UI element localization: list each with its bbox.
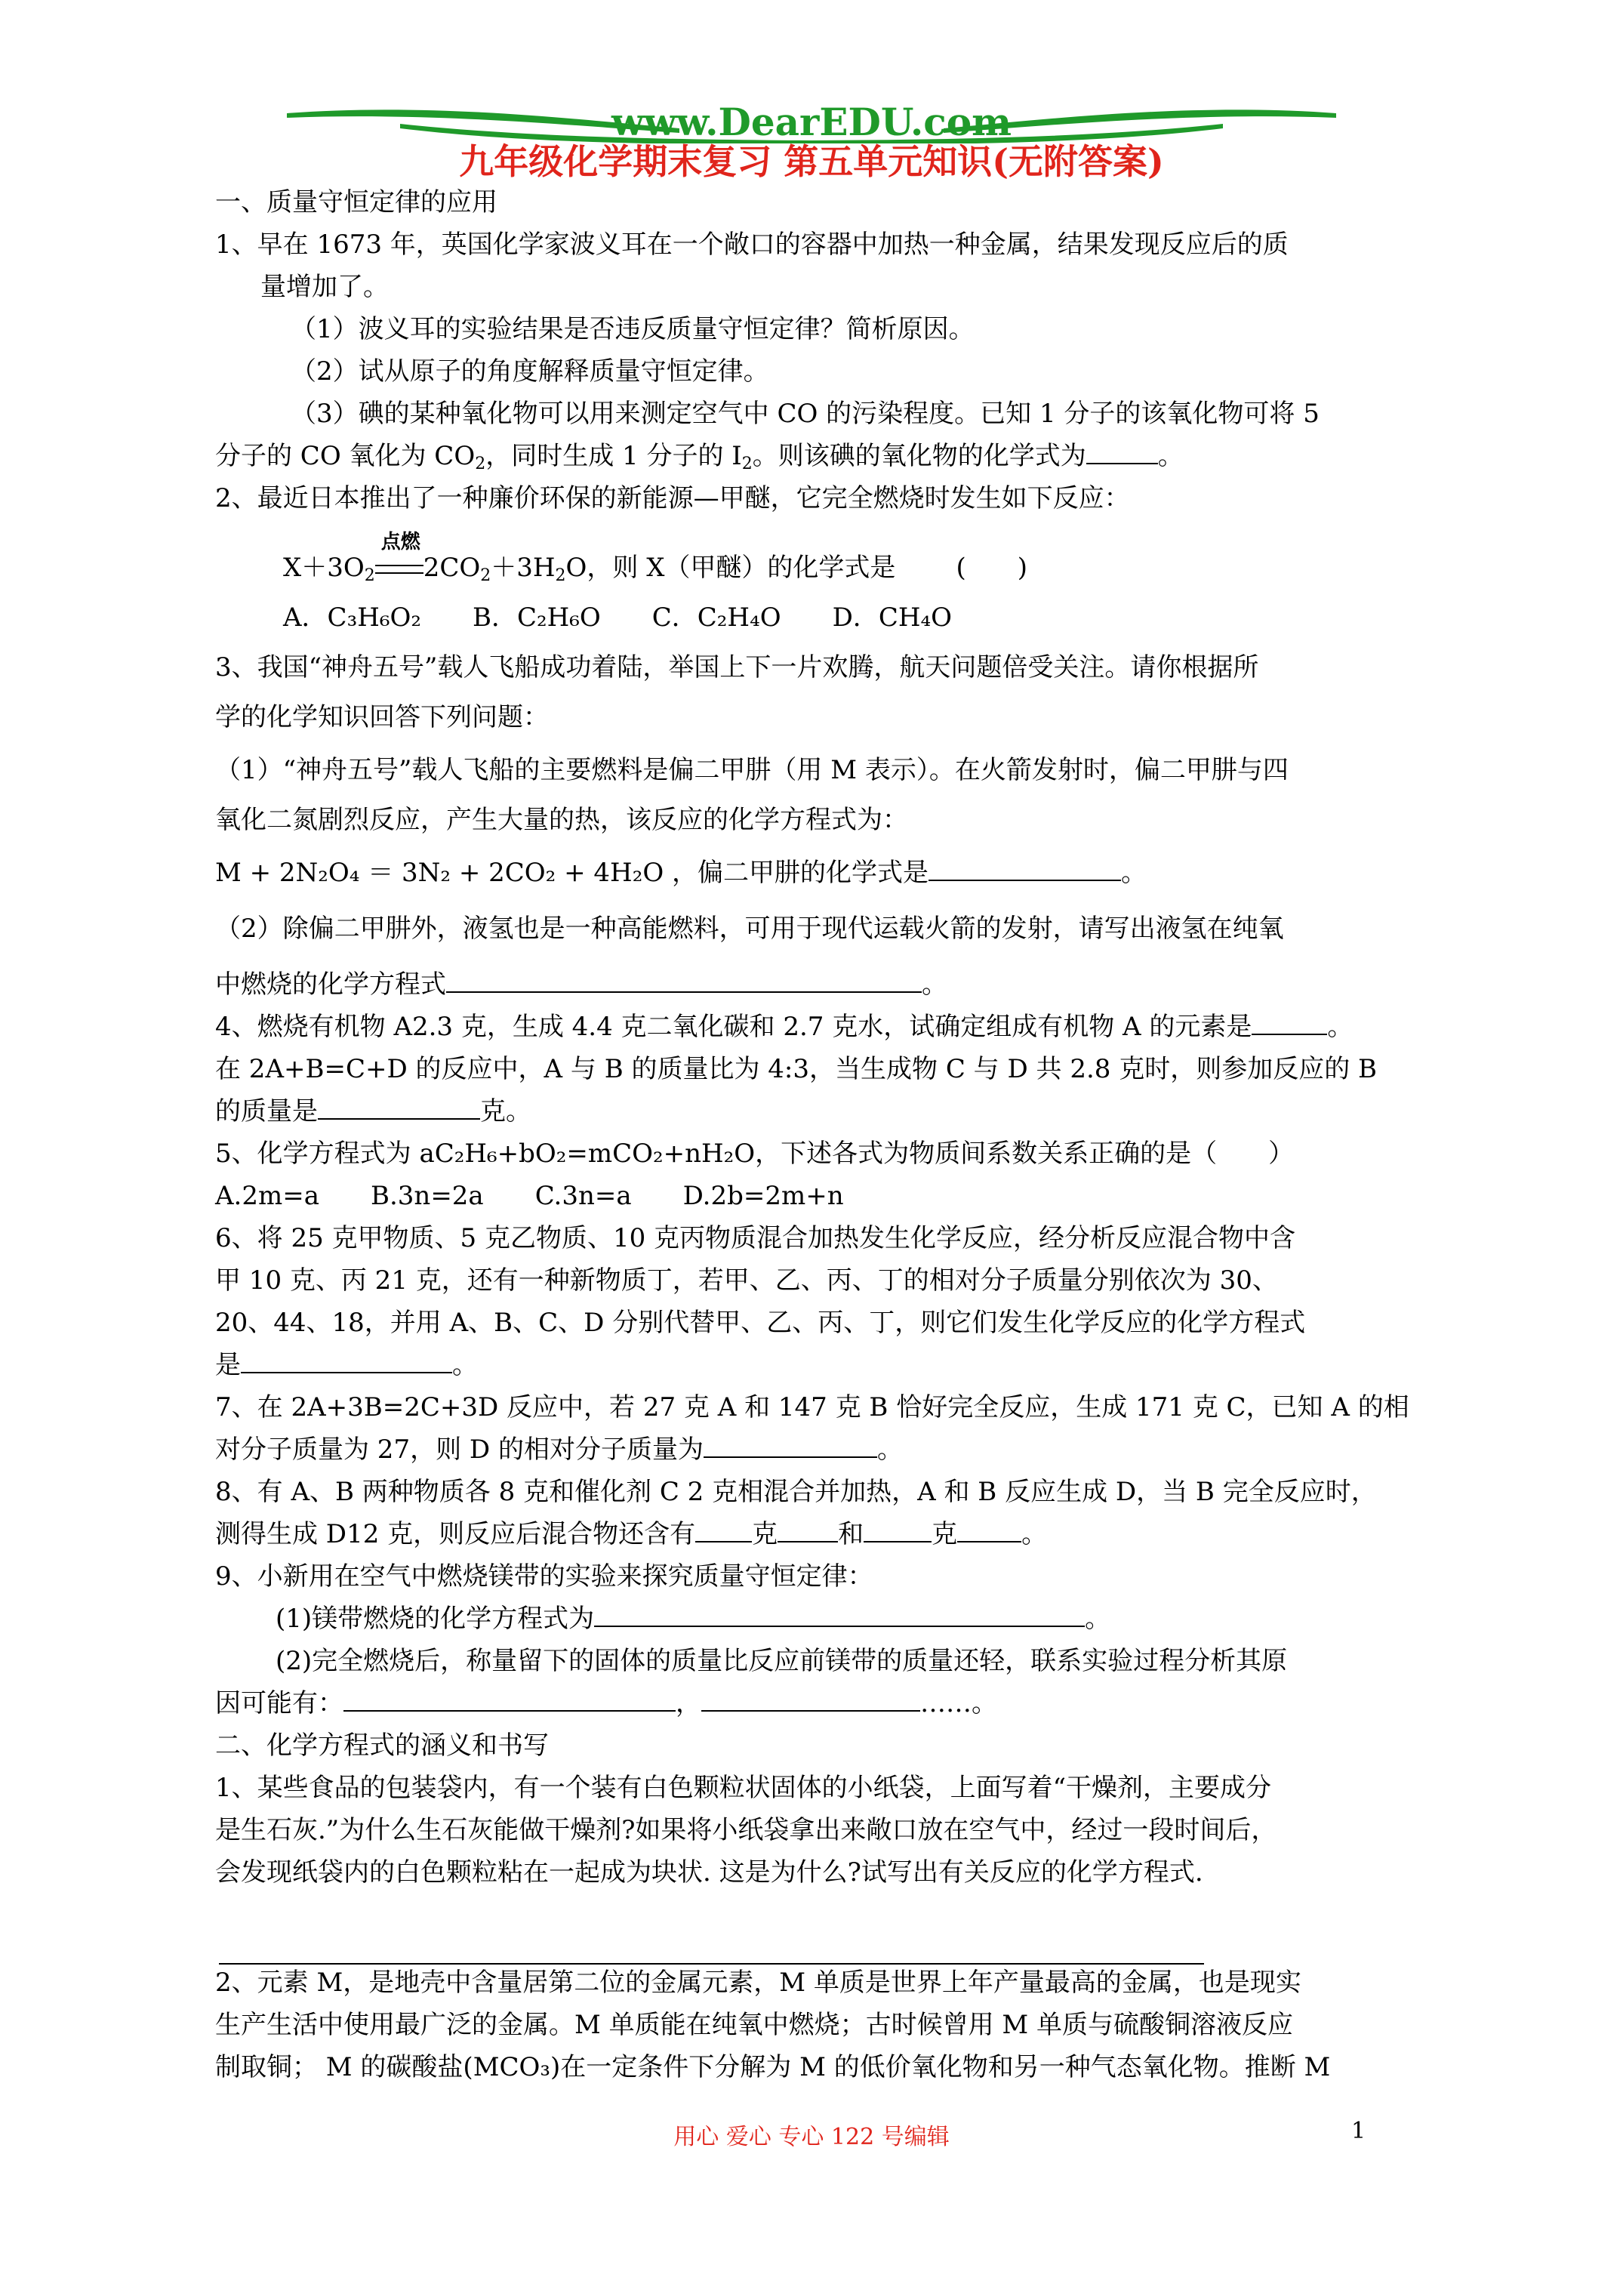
question-9-part-1: (1)镁带燃烧的化学方程式为 。 bbox=[215, 1598, 1423, 1640]
question-2-equation: $X+3O_2$ 点燃 $2CO_2+3H_2O$，则 X（甲醚）的化学式是 ( ) bbox=[215, 547, 1423, 589]
question-3-part-2: （2）除偏二甲肼外，液氢也是一种高能燃料，可用于现代运载火箭的发射，请写出液氢在纯氧 bbox=[215, 914, 1284, 944]
answer-blank[interactable] bbox=[241, 1345, 452, 1373]
question-6-text-end: 是 。 bbox=[215, 1344, 1423, 1386]
question-1-part-3-cont: 分子的 CO 氧化为 $CO_2$，同时生成 1 分子的 $I_2$。则该碘的氧化物的化学式为 。 bbox=[215, 435, 1423, 477]
answer-blank[interactable] bbox=[1252, 1006, 1327, 1035]
equals-arrow-icon bbox=[375, 565, 423, 574]
question-r2-text-cont: 生产生活中使用最广泛的金属。M 单质能在纯氧中燃烧；古时候曾用 M 单质与硫酸铜溶液反应 bbox=[215, 2010, 1294, 2040]
question-r2-text-cont2: 制取铜； M 的碳酸盐(MCO₃)在一定条件下分解为 M 的低价氧化物和另一种气态氧化物。推断 M bbox=[215, 2052, 1331, 2082]
question-4-text-end: 的质量是 克。 bbox=[215, 1090, 1423, 1133]
answer-blank[interactable] bbox=[778, 1514, 838, 1542]
question-7-text: 7、在 2A+3B=2C+3D 反应中，若 27 克 A 和 147 克 B 恰好完全反应，生成 171 克 C，已知 A 的相 bbox=[215, 1392, 1409, 1422]
section-heading-2: 二、化学方程式的涵义和书写 bbox=[215, 1730, 549, 1761]
answer-blank[interactable] bbox=[1086, 436, 1158, 464]
answer-parenthesis[interactable]: ( ) bbox=[956, 553, 1027, 583]
question-2-text: 2、最近日本推出了一种廉价环保的新能源—甲醚，它完全燃烧时发生如下反应： bbox=[215, 483, 1130, 513]
answer-blank[interactable] bbox=[957, 1514, 1021, 1542]
question-1-text-cont: 量增加了。 bbox=[260, 272, 389, 302]
question-r1-text-cont: 是生石灰.”为什么生石灰能做干燥剂?如果将小纸袋拿出来敞口放在空气中，经过一段时间后， bbox=[215, 1815, 1277, 1845]
question-r2-text: 2、元素 M，是地壳中含量居第二位的金属元素，M 单质是世界上年产量最高的金属，也是现实 bbox=[215, 1968, 1301, 1998]
section-heading-1: 一、质量守恒定律的应用 bbox=[215, 187, 497, 217]
question-1-text: 1、早在 1673 年，英国化学家波义耳在一个敞口的容器中加热一种金属，结果发现反应后的质 bbox=[215, 230, 1289, 260]
question-r1-text-end: 会发现纸袋内的白色颗粒粘在一起成为块状. 这是为什么?试写出有关反应的化学方程式. bbox=[215, 1857, 1203, 1888]
answer-blank[interactable] bbox=[594, 1598, 1085, 1627]
question-3-part-2-cont: 中燃烧的化学方程式 。 bbox=[215, 963, 1423, 1006]
question-1-part-3: （3）碘的某种氧化物可以用来测定空气中 CO 的污染程度。已知 1 分子的该氧化物可将 5 bbox=[291, 399, 1320, 429]
answer-blank[interactable] bbox=[343, 1683, 676, 1712]
question-7-text-cont: 对分子质量为 27，则 D 的相对分子质量为 。 bbox=[215, 1428, 1423, 1471]
answer-blank[interactable] bbox=[929, 852, 1121, 881]
question-2-options: A．C₃H₆O₂ B．C₂H₆O C．C₂H₄O D．CH₄O bbox=[283, 603, 953, 633]
question-6-text-cont2: 20、44、18，并用 A、B、C、D 分别代替甲、乙、丙、丁，则它们发生化学反应的化学方程式 bbox=[215, 1308, 1306, 1338]
answer-blank[interactable] bbox=[446, 964, 922, 993]
page-title: 九年级化学期末复习 第五单元知识(无附答案) bbox=[459, 141, 1164, 182]
reaction-condition: 点燃 bbox=[380, 531, 420, 553]
question-8-text: 8、有 A、B 两种物质各 8 克和催化剂 C 2 克相混合并加热，A 和 B 反应生成 D，当 B 完全反应时， bbox=[215, 1477, 1377, 1507]
answer-blank[interactable] bbox=[864, 1514, 932, 1542]
site-url: www.DearEDU.com bbox=[611, 100, 1012, 144]
answer-blank[interactable] bbox=[318, 1091, 480, 1120]
page-number: 1 bbox=[1351, 2118, 1366, 2144]
question-3-text: 3、我国“神舟五号”载人飞船成功着陆，举国上下一片欢腾，航天问题倍受关注。请你根据所 bbox=[215, 652, 1259, 683]
question-5-options: A.2m=a B.3n=2a C.3n=a D.2b=2m+n bbox=[215, 1181, 844, 1211]
question-8-text-cont: 测得生成 D12 克，则反应后混合物还含有 克 和 克 。 bbox=[215, 1513, 1423, 1555]
question-4-text: 4、燃烧有机物 A2.3 克，生成 4.4 克二氧化碳和 2.7 克水，试确定组成有机物 A 的元素是 。 bbox=[215, 1006, 1423, 1048]
question-1-part-1: （1）波义耳的实验结果是否违反质量守恒定律？简析原因。 bbox=[291, 314, 975, 344]
question-3-text-cont: 学的化学知识回答下列问题： bbox=[215, 702, 549, 732]
question-1-part-2: （2）试从原子的角度解释质量守恒定律。 bbox=[291, 356, 769, 387]
page-footer: 用心 爱心 专心 122 号编辑 bbox=[673, 2124, 950, 2150]
document-body bbox=[215, 181, 1423, 2088]
question-9-text: 9、小新用在空气中燃烧镁带的实验来探究质量守恒定律： bbox=[215, 1561, 873, 1592]
question-3-equation: M + 2N₂O₄ ＝ 3N₂ + 2CO₂ + 4H₂O ，偏二甲肼的化学式是 。 bbox=[215, 852, 1423, 894]
question-4-text-cont: 在 2A+B=C+D 的反应中，A 与 B 的质量比为 4:3，当生成物 C 与 D 共 2.8 克时，则参加反应的 B bbox=[215, 1054, 1377, 1084]
question-3-part-1: （1）“神舟五号”载人飞船的主要燃料是偏二甲肼（用 M 表示）。在火箭发射时，偏二甲肼与四 bbox=[215, 755, 1289, 785]
question-3-part-1-cont: 氧化二氮剧烈反应，产生大量的热，该反应的化学方程式为： bbox=[215, 805, 908, 835]
answer-line[interactable] bbox=[219, 1963, 1204, 1965]
answer-blank[interactable] bbox=[695, 1514, 752, 1542]
question-9-part-2: (2)完全燃烧后，称量留下的固体的质量比反应前镁带的质量还轻，联系实验过程分析其原 bbox=[276, 1646, 1288, 1676]
question-5-text: 5、化学方程式为 aC₂H₆+bO₂=mCO₂+nH₂O，下述各式为物质间系数关系正确的是（ ） bbox=[215, 1139, 1295, 1169]
question-9-part-2-cont: 因可能有： ， ……。 bbox=[215, 1682, 1423, 1724]
question-6-text-cont: 甲 10 克、丙 21 克，还有一种新物质丁，若甲、乙、丙、丁的相对分子质量分别依次为 30、 bbox=[215, 1265, 1278, 1296]
answer-blank[interactable] bbox=[701, 1683, 920, 1712]
question-6-text: 6、将 25 克甲物质、5 克乙物质、10 克丙物质混合加热发生化学反应，经分析反应混合物中含 bbox=[215, 1223, 1296, 1253]
question-r1-text: 1、某些食品的包装袋内，有一个装有白色颗粒状固体的小纸袋，上面写着“干燥剂，主要成分 bbox=[215, 1773, 1272, 1803]
answer-blank[interactable] bbox=[704, 1429, 877, 1458]
